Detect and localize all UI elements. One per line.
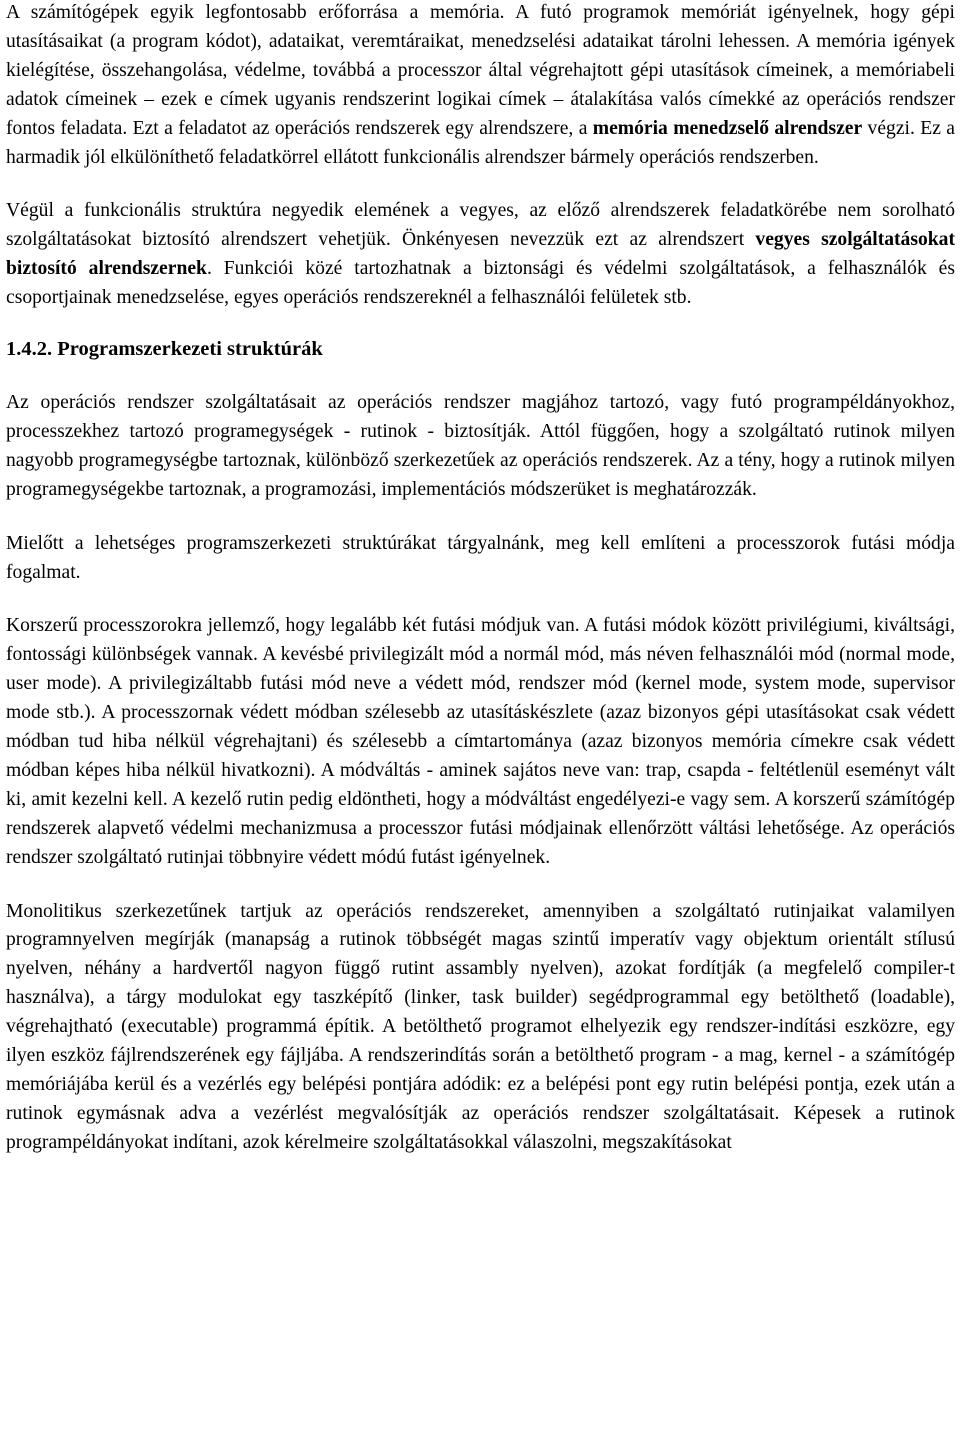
section-heading: 1.4.2. Programszerkezeti struktúrák [6, 338, 323, 361]
bold-term-misc-subsystem: vegyes szolgáltatásokat biztosító alrendszernek [6, 229, 955, 280]
paragraph-processor-modes: Korszerű processzorokra jellemző, hogy legalább két futási módjuk van. A futási módok között privilégiumi, kiváltsági, fontossági különbségek vannak. A kevésbé privilegizált mód a normál mód, más néven felhasználói mód (normal mode, user mode). A privilegizáltabb futási mód neve a védett mód, rendszer mód (kernel mode, system mode, supervisor mode stb.). A processzornak védett módban szélesebb az utasításkészlete (azaz bizonyos gépi utasításokat csak védett módban tud hiba nélkül végrehajtani) és szélesebb a címtartománya (azaz bizonyos memória címekre csak védett módban képes hiba nélkül hivatkozni). A módváltás - aminek sajátos neve van: trap, csapda - feltétlenül eseményt vált ki, amit kezelni kell. A kezelő rutin pedig eldöntheti, hogy a módváltást engedélyezi-e vagy sem. A korszerű számítógép rendszerek alapvető védelmi mechanizmusa a processzor futási módjainak ellenőrzött váltási lehetősége. Az operációs rendszer szolgáltató rutinjai többnyire védett módú futást igényelnek. [6, 615, 955, 868]
text-run: Végül a funkcionális struktúra negyedik elemének a vegyes, az előző alrendszerek feladatkörébe nem sorolható szolgáltatásokat biztosító alrendszert vehetjük. Önkényesen nevezzük ezt az alrendszert [6, 200, 955, 251]
document-page [6, 0, 955, 1158]
paragraph-monolithic: Monolitikus szerkezetűnek tartjuk az operációs rendszereket, amennyiben a szolgáltató rutinjaikat valamilyen programnyelven megírják (manapság a rutinok többségét magas szintű imperatív vagy objektum orientált stílusú nyelven, néhány a hardvertől nagyon függő rutint assambly nyelven), azokat fordítják (a megfelelő compiler-t használva), a tárgy modulokat egy taszképítő (linker, task builder) segédprogrammal egy betölthető (loadable), végrehajtható (executable) programmá építik. A betölthető programot elhelyezik egy rendszer-indítási eszközre, egy ilyen eszköz fájlrendszerének egy fájljába. A rendszerindítás során a betölthető program - a mag, kernel - a számítógép memóriájába kerül és a vezérlés egy belépési pontjára adódik: ez a belépési pont egy rutin belépési pontja, ezek után a rutinok egymásnak adva a vezérlést megvalósítják az operációs rendszer szolgáltatásait. Képesek a rutinok programpéldányokat indítani, azok kérelmeire szolgáltatásokkal válaszolni, megszakításokat [6, 900, 955, 1153]
text-run: . Funkciói közé tartozhatnak a biztonsági és védelmi szolgáltatások, a felhasználók és csoportjainak menedzselése, egyes operációs rendszereknél a felhasználói felületek stb. [6, 258, 955, 309]
paragraph-memory-management [6, 0, 955, 172]
paragraph-processor-modes-intro: Mielőtt a lehetséges programszerkezeti struktúrákat tárgyalnánk, meg kell említeni a processzorok futási módja fogalmat. [6, 532, 955, 583]
paragraph-misc-services [6, 197, 955, 313]
text-run: A számítógépek egyik legfontosabb erőforrása a memória. A futó programok memóriát igényelnek, hogy gépi utasításaikat (a program kódot), adataikat, veremtáraikat, menedzselési adataikat tárolni lehessen. A memória igények kielégítése, összehangolása, védelme, továbbá a processzor által végrehajtott gépi utasítások címeinek, a memóriabeli adatok címeinek – ezek e címek ugyanis rendszerint logikai címek – átalakítása valós címekké az operációs rendszer fontos feladata. Ezt a feladatot az operációs rendszerek egy alrendszere, a [6, 2, 955, 139]
bold-term-memory-manager: memória menedzselő alrendszer [592, 117, 863, 139]
paragraph-program-structures: Az operációs rendszer szolgáltatásait az operációs rendszer magjához tartozó, vagy futó programpéldányokhoz, processzekhez tartozó programegységek - rutinok - biztosítják. Attól függően, hogy a szolgáltató rutinok milyen nagyobb programegységbe tartoznak, különböző szerkezetűek az operációs rendszerek. Az a tény, hogy a rutinok milyen programegységekbe tartoznak, a programozási, implementációs módszerüket is meghatározzák. [6, 391, 955, 500]
text-run: végzi. Ez a harmadik jól elkülöníthető feladatkörrel ellátott funkcionális alrendszer bármely operációs rendszerben. [6, 117, 955, 168]
